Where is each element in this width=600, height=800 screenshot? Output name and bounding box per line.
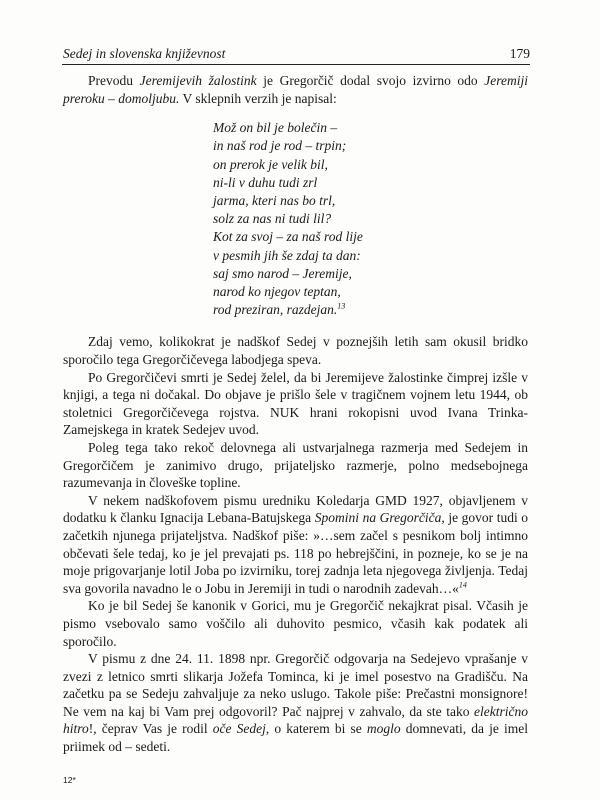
p6-text-2: !, čeprav Vas je rodil	[88, 721, 213, 737]
poem-line: solz za nas ni tudi lil?	[213, 211, 332, 227]
running-title: Sedej in slovenska književnost	[63, 46, 226, 61]
intro-text-2: je Gregorčič dodal svojo izvirno odo	[256, 73, 485, 88]
poem-line: on prerok je velik bil,	[213, 156, 328, 172]
poem-block	[63, 119, 528, 319]
signature-mark: 12*	[63, 775, 76, 785]
intro-italic-2: Jeremiji preroku – domoljubu.	[63, 73, 528, 106]
intro-text-3: V sklepnih verzih je napisal:	[179, 90, 337, 106]
p6-italic-2: oče Sedej	[212, 721, 266, 737]
poem-line: rod preziran, razdejan.	[213, 302, 338, 318]
poem-line: in naš rod je rod – trpin;	[213, 138, 347, 154]
poem-line: jarma, kteri nas bo trl,	[213, 193, 336, 208]
p4-italic-1: Spomini na Gregorčiča,	[314, 510, 445, 526]
footnote-ref-13: 13	[337, 301, 346, 311]
page-number: 179	[509, 46, 530, 61]
body-text	[63, 72, 528, 756]
paragraph-2: Po Gregorčičevi smrti je Sedej želel, da bi Jeremijeve žalostinke čimprej izšle v knjigi, a tega ni dočakal. Do objave je prišlo šele v tragičnem vojnem letu 1944, ob stoletnici Gregorčičevega rojstva. NUK hrani rokopisni uvod Ivana Trinka-Zamejskega in kratek Sedejev uvod.	[63, 369, 528, 438]
running-header	[63, 46, 530, 62]
poem-line: v pesmih jih še zdaj ta dan:	[213, 247, 361, 263]
poem-line: Kot za svoj – za naš rod lije	[213, 229, 363, 245]
p6-text-1: V pismu z dne 24. 11. 1898 npr. Gregorčič odgovarja na Sedejevo vprašanje v zvezi z letnico smrti slikarja Jožefa Tominca, ki je imel posestvo na Gradišču. Na začetku pa se Sedeju zahvaljuje za neko uslugo. Takole piše: Prečastni monsignore! Ne vem na kaj bi Vam prej odgovoril? Pač najprej v zahvalo, da ste tako	[63, 651, 528, 719]
p6-italic-3: moglo	[366, 721, 401, 737]
poem-line-last	[213, 301, 528, 319]
paragraph-4	[63, 492, 528, 598]
intro-italic-1: Jeremijevih žalostink	[139, 73, 257, 88]
p4-text-1: V nekem nadškofovem pismu uredniku Koledarja GMD 1927, objavljenem v dodatku k članku Ignacija Lebana-Batujskega	[63, 492, 528, 526]
poem-line: Mož on bil je bolečin –	[213, 120, 338, 136]
p6-text-4: domnevati, da je imel priimek od – sedeti.	[63, 721, 529, 755]
p4-text-2: je govor tudi o začetkih njunega prijateljstva. Nadškof piše: »…sem začel s pesnikom bolj intimno občevati šele tedaj, ko je jel prevajati ps. 118 po hebrejščini, in pozneje, ko se je na moje prigovarjanje lotil Joba po izvirniku, torej zadnja leta njegovega življenja. Tedaj sva govorila navadno le o Jobu in Jeremiji in tudi o narodnih zadevah…«	[63, 510, 529, 596]
poem-line: saj smo narod – Jeremije,	[213, 265, 352, 281]
paragraph-1: Zdaj vemo, kolikokrat je nadškof Sedej v poznejših letih sam okusil bridko sporočilo tega Gregorčičevega labodjega speva.	[63, 334, 528, 368]
paragraph-5: Ko je bil Sedej še kanonik v Gorici, mu je Gregorčič nekajkrat pisal. Včasih je pismo vsebovalo samo voščilo ali duhovito pesmico, včasih kak podatek ali sporočilo.	[63, 598, 528, 649]
poem-line: narod ko njegov teptan,	[213, 284, 341, 300]
header-rule	[62, 64, 530, 65]
paragraph-3: Poleg tega tako rekoč delovnega ali ustvarjalnega razmerja med Sedejem in Gregorčičem je zanimivo drugo, prijateljsko razmerje, polno medsebojnega razumevanja in človeške topline.	[63, 439, 528, 491]
poem-line: ni-li v duhu tudi zrl	[213, 174, 318, 190]
p6-italic-1: električno hitro	[63, 703, 528, 737]
p6-text-3: , o katerem bi se	[265, 721, 367, 737]
footnote-ref-14: 14	[458, 580, 467, 590]
paragraph-6	[63, 650, 528, 756]
intro-paragraph	[63, 72, 528, 107]
intro-text-1: Prevodu	[88, 73, 140, 88]
